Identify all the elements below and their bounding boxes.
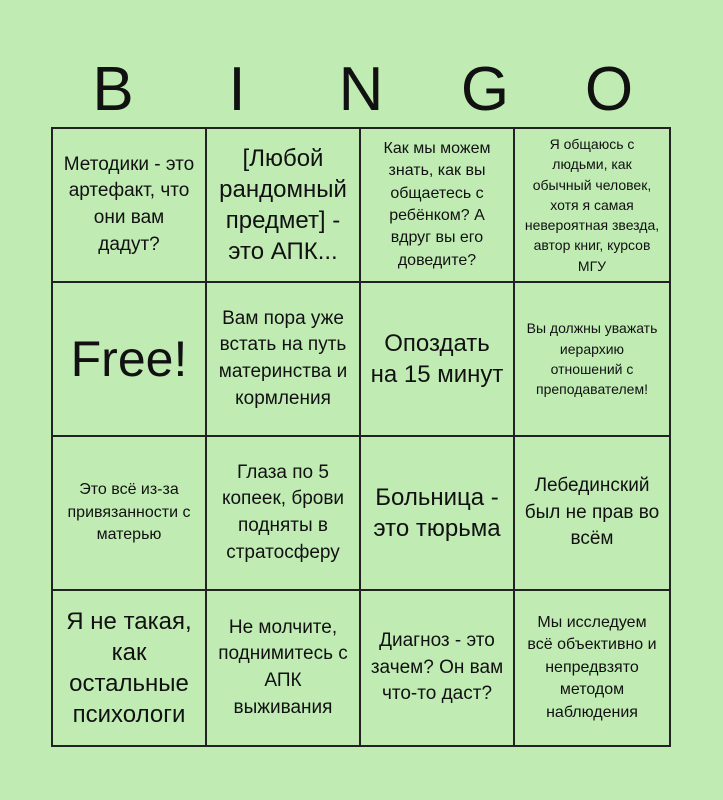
bingo-cell-14[interactable]: Не молчите, поднимитесь с АПК выживания: [207, 591, 361, 745]
bingo-cell-12[interactable]: Лебединский был не прав во всём: [515, 437, 669, 591]
bingo-cell-2[interactable]: [Любой рандомный предмет] - это АПК...: [207, 129, 361, 283]
bingo-cell-3[interactable]: Как мы можем знать, как вы общаетесь с ребёнком? А вдруг вы его доведите?: [361, 129, 515, 283]
header-letter-i: I: [228, 55, 246, 124]
header-letter-n: N: [338, 55, 384, 124]
header-letter-g: G: [460, 55, 510, 124]
header-letter-b: B: [92, 55, 134, 124]
bingo-cell-free[interactable]: Free!: [53, 283, 207, 437]
bingo-cell-7[interactable]: Опоздать на 15 минут: [361, 283, 515, 437]
bingo-cell-15[interactable]: Диагноз - это зачем? Он вам что-то даст?: [361, 591, 515, 745]
bingo-cell-1[interactable]: Методики - это артефакт, что они вам дадут?: [53, 129, 207, 283]
bingo-cell-13[interactable]: Я не такая, как остальные психологи: [53, 591, 207, 745]
header-letter-o: O: [584, 55, 634, 124]
bingo-cell-6[interactable]: Вам пора уже встать на путь материнства и кормления: [207, 283, 361, 437]
bingo-cell-10[interactable]: Глаза по 5 копеек, брови подняты в стратосферу: [207, 437, 361, 591]
bingo-header: [51, 52, 671, 128]
bingo-cell-16[interactable]: Мы исследуем всё объективно и непредвзято методом наблюдения: [527, 614, 657, 721]
bingo-cell-9[interactable]: Это всё из-за привязанности с матерью: [53, 437, 207, 591]
bingo-board: [51, 127, 671, 747]
bingo-cell-4[interactable]: Я общаюсь с людьми, как обычный человек, хотя я самая невероятная звезда, автор книг, курсов МГУ: [515, 129, 669, 283]
bingo-cell-11[interactable]: Больница - это тюрьма: [361, 437, 515, 591]
bingo-cell-8[interactable]: Вы должны уважать иерархию отношений с преподавателем!: [515, 283, 669, 437]
